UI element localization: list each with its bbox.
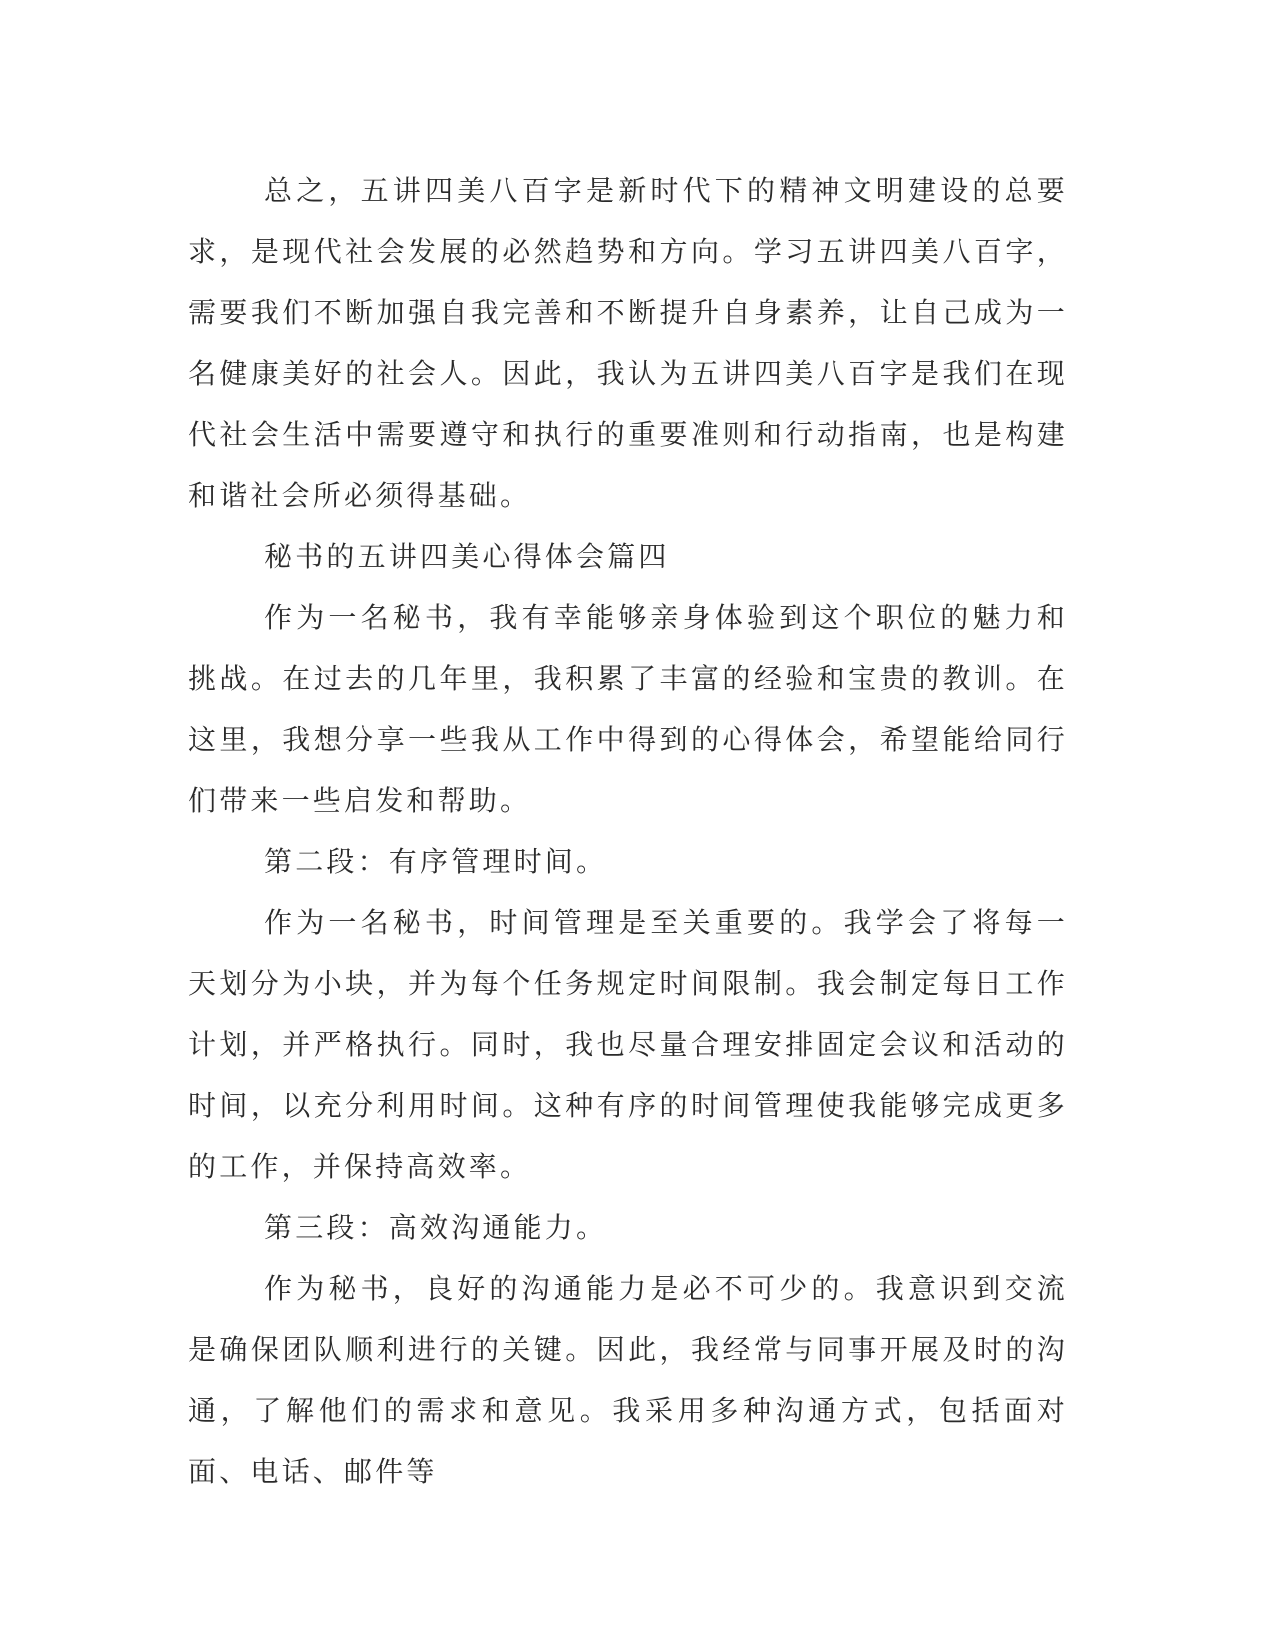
section-heading-communication: 第三段：高效沟通能力。	[264, 1211, 608, 1244]
paragraph-introduction: 作为一名秘书，我有幸能够亲身体验到这个职位的魅力和挑战。在过去的几年里，我积累了丰富的经验和宝贵的教训。在这里，我想分享一些我从工作中得到的心得体会，希望能给同行们带来一些启发和帮助。	[188, 601, 1068, 817]
section-heading-part-four: 秘书的五讲四美心得体会篇四	[264, 540, 670, 573]
paragraph-communication: 作为秘书，良好的沟通能力是必不可少的。我意识到交流是确保团队顺利进行的关键。因此，我经常与同事开展及时的沟通，了解他们的需求和意见。我采用多种沟通方式，包括面对面、电话、邮件等	[188, 1272, 1068, 1488]
paragraph-time-management: 作为一名秘书，时间管理是至关重要的。我学会了将每一天划分为小块，并为每个任务规定时间限制。我会制定每日工作计划，并严格执行。同时，我也尽量合理安排固定会议和活动的时间，以充分利用时间。这种有序的时间管理使我能够完成更多的工作，并保持高效率。	[188, 906, 1068, 1183]
section-heading-time-management: 第二段：有序管理时间。	[264, 845, 608, 878]
paragraph-conclusion: 总之，五讲四美八百字是新时代下的精神文明建设的总要求，是现代社会发展的必然趋势和方向。学习五讲四美八百字，需要我们不断加强自我完善和不断提升自身素养，让自己成为一名健康美好的社会人。因此，我认为五讲四美八百字是我们在现代社会生活中需要遵守和执行的重要准则和行动指南，也是构建和谐社会所必须得基础。	[188, 174, 1068, 512]
document-body	[188, 160, 1068, 1502]
